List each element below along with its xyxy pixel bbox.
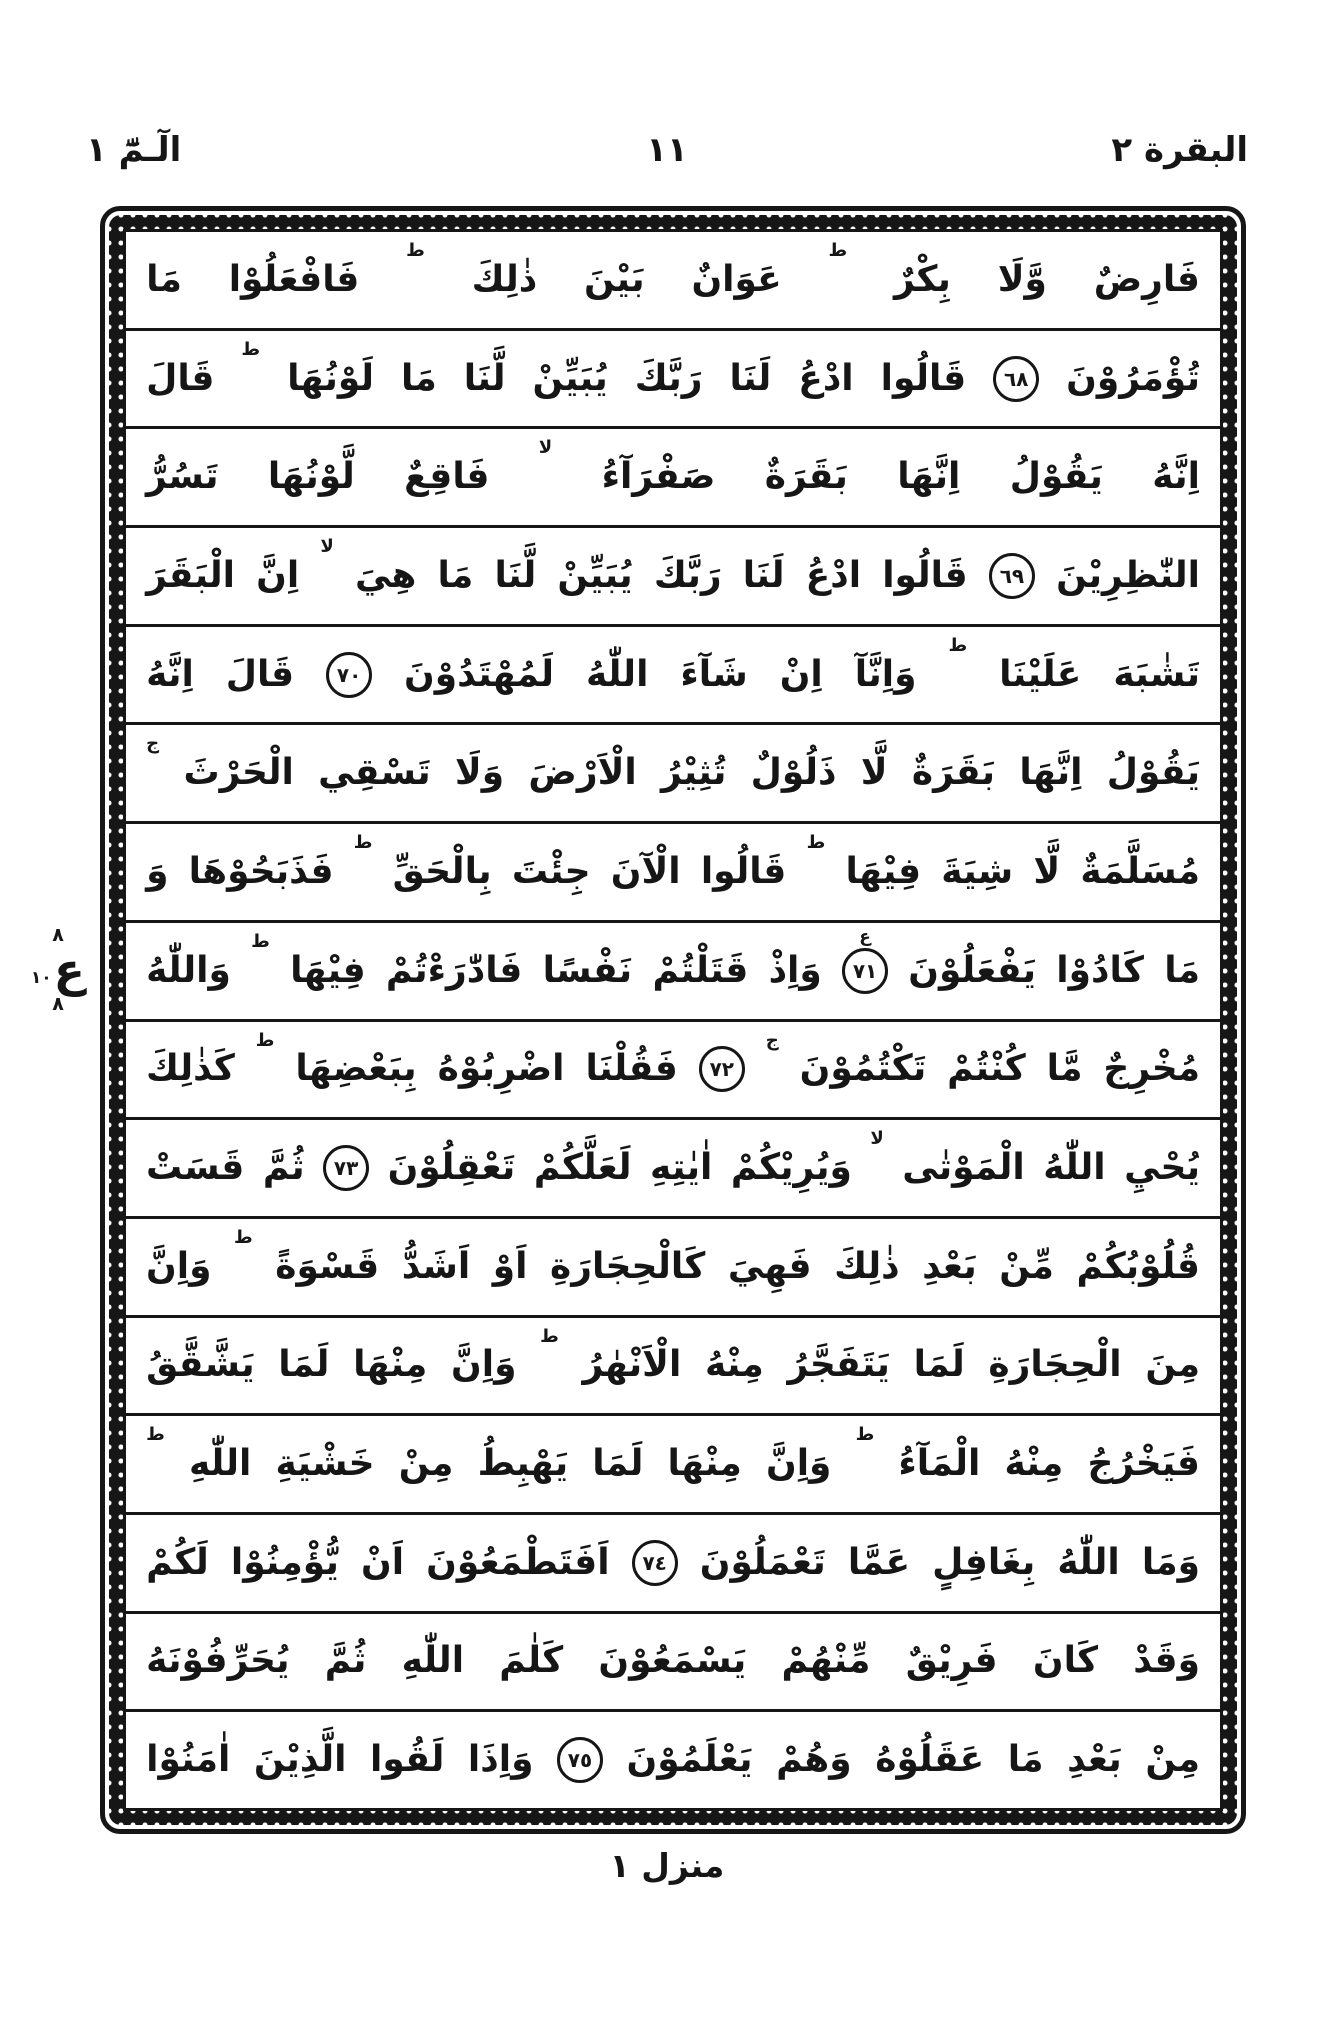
quran-word: لَمَا xyxy=(278,1344,330,1386)
quran-word: ذٰلِكَ xyxy=(834,1245,900,1287)
pause-mark: ط xyxy=(251,930,270,952)
mushaf-line xyxy=(126,923,1220,1022)
quran-word: قَالُوا xyxy=(700,850,787,892)
quran-word: اِنْ xyxy=(779,653,823,695)
quran-word: شِيَةَ xyxy=(941,850,1014,892)
quran-word: مَا xyxy=(1007,1739,1044,1781)
quran-word: صَفْرَآءُ xyxy=(601,456,716,498)
quran-frame-outer-border xyxy=(100,206,1246,1834)
quran-word: فَذَبَحُوْهَا xyxy=(188,850,334,892)
quran-word: الْاَنْهٰرُ xyxy=(582,1344,682,1386)
quran-word: فَارِضٌ xyxy=(1093,258,1200,300)
quran-word: فَادّٰرَءْتُمْ xyxy=(385,949,523,991)
ayah-number-badge: ٦٨ xyxy=(993,356,1039,402)
quran-word: وَيُرِيْكُمْ xyxy=(730,1147,852,1189)
pause-mark: لا xyxy=(320,536,334,558)
quran-word: رَبَّكَ xyxy=(653,554,722,596)
quran-word: جِئْتَ xyxy=(511,850,591,892)
quran-word: فَهِيَ xyxy=(727,1245,812,1287)
quran-word: تَكْتُمُوْنَ xyxy=(799,1048,927,1090)
quran-word: مِنْهُ xyxy=(704,1344,764,1386)
pause-mark: ط xyxy=(406,240,425,261)
ruku-margin-marker xyxy=(26,926,90,1014)
quran-word: عَمَّا xyxy=(847,1541,911,1583)
quran-word: بَقَرَةٌ xyxy=(764,456,848,498)
quran-word: اللّٰهُ xyxy=(1057,1541,1120,1583)
surah-name-label: البقرة ٢ xyxy=(1111,130,1248,170)
quran-word: لَّا xyxy=(1033,850,1061,892)
quran-word: اِنَّهَا xyxy=(1019,752,1083,794)
quran-word: وَّلَا xyxy=(997,258,1047,300)
quran-word: لَمَا xyxy=(913,1344,965,1386)
mushaf-line xyxy=(126,331,1220,430)
quran-word: الْآنَ xyxy=(610,850,681,892)
quran-word: عَقَلُوْهُ xyxy=(875,1739,985,1781)
quran-word: مِنْ xyxy=(398,1443,454,1485)
quran-word: وَهُمْ xyxy=(776,1739,852,1781)
quran-word: فَيَخْرُجُ xyxy=(1087,1443,1200,1485)
quran-word: اَنْ xyxy=(360,1541,405,1583)
quran-word: بَيْنَ xyxy=(584,258,645,300)
ayah-number-badge: ٧٣ xyxy=(323,1145,369,1191)
quran-word: الْحَرْثَ xyxy=(183,752,294,794)
quran-word: لَنَا xyxy=(729,357,772,399)
quran-word: فِيْهَا xyxy=(290,949,366,991)
mushaf-line xyxy=(126,824,1220,923)
quran-word: لَمَا xyxy=(592,1443,644,1485)
quran-word: لَقُوا xyxy=(370,1739,445,1781)
quran-word: اللّٰهُ xyxy=(1043,1147,1106,1189)
quran-word: يَقُوْلُ xyxy=(1106,752,1200,794)
quran-word: عَوَانٌ xyxy=(691,258,782,300)
quran-word: قَالُوا xyxy=(880,357,967,399)
quran-word: اٰيٰتِهِ xyxy=(650,1147,713,1189)
quran-word: قَتَلْتُمْ xyxy=(652,949,749,991)
quran-word: تُثِيْرُ xyxy=(661,752,727,794)
pause-mark: ط xyxy=(540,1325,559,1347)
quran-word: وَاِنَّآ xyxy=(854,653,917,695)
quran-word: اَوْ xyxy=(492,1245,528,1287)
pause-mark: ط xyxy=(241,338,261,360)
quran-word: بَعْدِ xyxy=(922,1245,977,1287)
quran-word: مِّنْ xyxy=(999,1245,1054,1287)
quran-word: تُؤْمَرُوْنَ xyxy=(1066,357,1200,399)
quran-word: وَاِنَّ xyxy=(451,1344,517,1386)
quran-word: بِالْحَقِّ xyxy=(392,850,492,892)
quran-word: كَادُوْا xyxy=(1056,949,1144,991)
quran-word: ادْعُ xyxy=(798,357,854,399)
quran-word: لَّنَا xyxy=(463,357,506,399)
quran-word: كَانَ xyxy=(1032,1640,1099,1682)
mushaf-line xyxy=(126,429,1220,528)
quran-word: النّٰظِرِيْنَ xyxy=(1056,554,1200,596)
pause-mark: ط xyxy=(146,1424,165,1446)
quran-word: الْحِجَارَةِ xyxy=(988,1344,1122,1386)
ruku-number-in-juz: ٨ xyxy=(52,993,64,1015)
quran-word: مِّنْهُمْ xyxy=(781,1640,871,1682)
quran-word: يُبَيِّنْ xyxy=(532,357,608,399)
quran-word: وَ xyxy=(146,850,169,892)
quran-word: كَذٰلِكَ xyxy=(146,1048,235,1090)
quran-word: قَالَ xyxy=(146,357,215,399)
quran-word: بَعْدِ xyxy=(1067,1739,1122,1781)
quran-word: بِكْرٌ xyxy=(894,258,951,300)
quran-word: الَّذِيْنَ xyxy=(253,1739,347,1781)
quran-word: لَّنَا xyxy=(494,554,537,596)
quran-word: لَمُهْتَدُوْنَ xyxy=(404,653,555,695)
quran-word: اَشَدُّ xyxy=(401,1245,471,1287)
quran-word: يَقُوْلُ xyxy=(1009,456,1103,498)
quran-word: الْاَرْضَ xyxy=(528,752,637,794)
quran-word: اِنَّهُ xyxy=(1152,456,1200,498)
mushaf-line xyxy=(126,1120,1220,1219)
quran-word: مَا xyxy=(1164,949,1200,991)
quran-word: كَلٰمَ xyxy=(499,1640,564,1682)
quran-frame-ornament-band xyxy=(109,215,1237,1825)
quran-text-block xyxy=(123,229,1223,1811)
quran-word: يَعْلَمُوْنَ xyxy=(626,1739,753,1781)
mushaf-line xyxy=(126,1022,1220,1121)
pause-mark: ط xyxy=(255,1029,275,1051)
quran-word: اضْرِبُوْهُ xyxy=(437,1048,565,1090)
quran-word: اللّٰهِ xyxy=(401,1640,465,1682)
quran-word: يَفْعَلُوْنَ xyxy=(908,949,1037,991)
quran-word: ثُمَّ xyxy=(324,1640,367,1682)
quran-word: مِنْهُ xyxy=(1004,1443,1064,1485)
quran-word: هِيَ xyxy=(354,554,417,596)
quran-word: عَلَيْنَا xyxy=(999,653,1082,695)
quran-word: تَسْقِي xyxy=(318,752,431,794)
quran-word: الْبَقَرَ xyxy=(146,554,236,596)
quran-word: فَقُلْنَا xyxy=(585,1048,678,1090)
quran-word: اللّٰهُ xyxy=(586,653,649,695)
quran-word: مِنَ xyxy=(1145,1344,1200,1386)
quran-word: اٰمَنُوْا xyxy=(146,1739,231,1781)
mushaf-line xyxy=(126,1712,1220,1808)
ruku-ain-glyph: ع xyxy=(53,943,86,997)
quran-word: اِنَّهَا xyxy=(897,456,961,498)
quran-word: بَقَرَةٌ xyxy=(911,752,995,794)
ruku-letter-row xyxy=(30,943,86,997)
quran-word: يُحْيِ xyxy=(1124,1147,1200,1189)
quran-word: لَكُمْ xyxy=(146,1541,209,1583)
quran-word: وَاِذْ xyxy=(768,949,822,991)
quran-word: وَمَا xyxy=(1141,1541,1200,1583)
pause-mark: لا xyxy=(538,437,553,459)
quran-word: ثُمَّ xyxy=(262,1147,305,1189)
quran-word: نَفْسًا xyxy=(542,949,633,991)
quran-word: مُخْرِجٌ xyxy=(1103,1048,1200,1090)
quran-word: مَا xyxy=(400,357,437,399)
quran-word: يُحَرِّفُوْنَهُ xyxy=(146,1640,290,1682)
quran-word: مَا xyxy=(146,258,182,300)
mushaf-line xyxy=(126,1614,1220,1713)
ayah-number-badge: ٧٠ xyxy=(326,652,372,698)
mushaf-line xyxy=(126,725,1220,824)
quran-word: خَشْيَةِ xyxy=(275,1443,375,1485)
quran-word: تَعْقِلُوْنَ xyxy=(387,1147,516,1189)
quran-word: قَسَتْ xyxy=(146,1147,245,1189)
quran-word: لَوْنُهَا xyxy=(287,357,374,399)
quran-word: مَّا xyxy=(1046,1048,1083,1090)
mushaf-line xyxy=(126,1318,1220,1417)
page-header xyxy=(86,108,1248,170)
ayah-number-badge: ٧٤ xyxy=(632,1540,678,1586)
quran-word: يَهْبِطُ xyxy=(477,1443,569,1485)
quran-word: اللّٰهِ xyxy=(188,1443,252,1485)
mushaf-line xyxy=(126,232,1220,331)
pause-mark: ط xyxy=(948,634,968,656)
pause-mark: ط xyxy=(353,832,373,854)
quran-word: وَقَدْ xyxy=(1133,1640,1200,1682)
ayah-number-badge: ٧٥ xyxy=(557,1737,603,1783)
ayah-number-badge: ٧١ ع xyxy=(842,948,888,994)
quran-word: فِيْهَا xyxy=(845,850,922,892)
quran-word: مُسَلَّمَةٌ xyxy=(1080,850,1200,892)
ayah-number-badge: ٧٢ xyxy=(699,1046,745,1092)
pause-mark: ط xyxy=(806,832,826,854)
quran-word: بِبَعْضِهَا xyxy=(295,1048,417,1090)
quran-word: وَاِذَا xyxy=(467,1739,534,1781)
quran-word: قَالَ xyxy=(225,653,295,695)
quran-word: وَاِنَّ xyxy=(765,1443,832,1485)
quran-word: يَتَفَجَّرُ xyxy=(787,1344,890,1386)
quran-word: ذَلُوْلٌ xyxy=(750,752,837,794)
mushaf-line xyxy=(126,627,1220,726)
pause-mark: ج xyxy=(146,733,160,755)
quran-word: يُّؤْمِنُوْا xyxy=(230,1541,339,1583)
manzil-footer-label: منزل ١ xyxy=(609,1846,725,1885)
mushaf-line xyxy=(126,1219,1220,1318)
quran-word: وَاللّٰهُ xyxy=(146,949,231,991)
quran-word: تَسُرُّ xyxy=(146,456,219,498)
quran-word: لَّا xyxy=(860,752,888,794)
quran-word: اِنَّهُ xyxy=(146,653,194,695)
quran-word: تَشٰبَهَ xyxy=(1113,653,1200,695)
mushaf-line xyxy=(126,1515,1220,1614)
quran-word: قَسْوَةً xyxy=(275,1245,380,1287)
ruku-number-in-surah: ٨ xyxy=(52,924,64,946)
quran-word: اَفَتَطْمَعُوْنَ xyxy=(426,1541,610,1583)
quran-word: رَبَّكَ xyxy=(634,357,703,399)
quran-word: لَّوْنُهَا xyxy=(267,456,355,498)
quran-word: وَاِنَّ xyxy=(146,1245,212,1287)
quran-word: كُنْتُمْ xyxy=(947,1048,1026,1090)
quran-word: يَسْمَعُوْنَ xyxy=(598,1640,747,1682)
quran-word: الْمَوْتٰى xyxy=(902,1147,1025,1189)
juz-name-label: الٓـمّٓ ١ xyxy=(86,130,182,170)
quran-word: ادْعُ xyxy=(805,554,862,596)
page-number: ١١ xyxy=(646,130,688,170)
mushaf-line xyxy=(126,1416,1220,1515)
quran-word: مِنْ xyxy=(1145,1739,1200,1781)
pause-mark: لا xyxy=(870,1128,884,1150)
quran-word: يَشَّقَّقُ xyxy=(146,1344,255,1386)
quran-word: اِنَّ xyxy=(256,554,300,596)
quran-word: مَا xyxy=(437,554,474,596)
quran-word: ذٰلِكَ xyxy=(471,258,538,300)
quran-word: لَنَا xyxy=(742,554,785,596)
quran-word: شَآءَ xyxy=(680,653,748,695)
ayah-number-badge: ٦٩ xyxy=(989,553,1035,599)
quran-word: مِنْهَا xyxy=(667,1443,742,1485)
quran-word: كَالْحِجَارَةِ xyxy=(550,1245,706,1287)
pause-mark: ط xyxy=(855,1424,875,1446)
quran-word: لَعَلَّكُمْ xyxy=(533,1147,632,1189)
quran-word: بِغَافِلٍ xyxy=(932,1541,1036,1583)
ruku-end-mark: ع xyxy=(859,926,871,947)
quran-word: مِنْهَا xyxy=(353,1344,428,1386)
quran-word: قَالُوا xyxy=(882,554,968,596)
ruku-ayah-count: ١٠ xyxy=(30,968,52,988)
quran-word: قُلُوْبُكُمْ xyxy=(1076,1245,1200,1287)
quran-word: فَافْعَلُوْا xyxy=(228,258,360,300)
quran-word: الْمَآءُ xyxy=(898,1443,981,1485)
quran-word: فَرِيْقٌ xyxy=(905,1640,998,1682)
quran-word: تَعْمَلُوْنَ xyxy=(699,1541,826,1583)
quran-word: فَاقِعٌ xyxy=(404,456,490,498)
pause-mark: ط xyxy=(234,1226,253,1248)
quran-word: يُبَيِّنْ xyxy=(557,554,633,596)
quran-word: وَلَا xyxy=(454,752,505,794)
mushaf-line xyxy=(126,528,1220,627)
pause-mark: ج xyxy=(765,1029,779,1051)
pause-mark: ط xyxy=(828,240,848,261)
